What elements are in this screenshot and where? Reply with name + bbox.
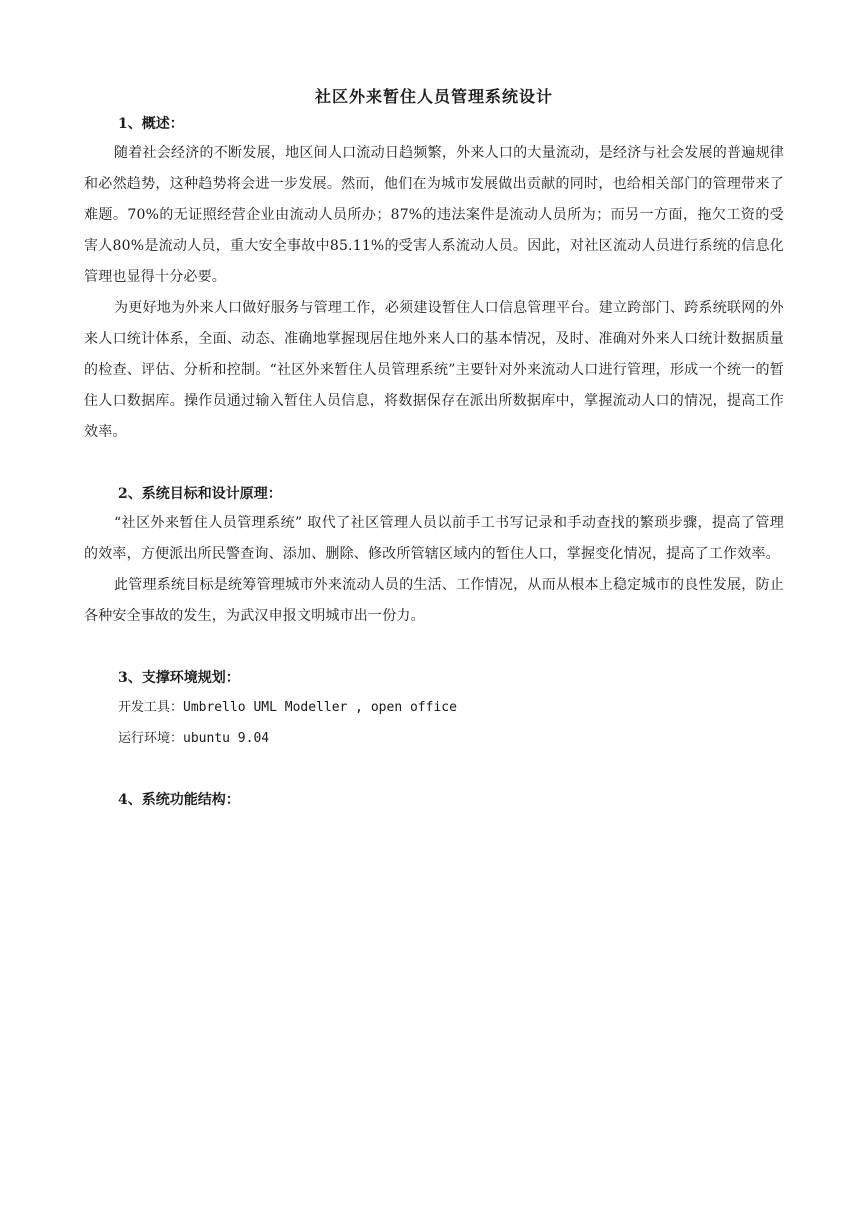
section-spacer [84, 448, 784, 480]
section-spacer [84, 632, 784, 664]
overview-paragraph-2: 为更好地为外来人口做好服务与管理工作，必须建设暂住人口信息管理平台。建立跨部门、跨系统联网的外来人口统计体系，全面、动态、准确地掌握现居住地外来人口的基本情况，及时、准确对外来人口统计数据质量的检查、评估、分析和控制。“社区外来暂住人员管理系统”主要针对外来流动人口进行管理，形成一个统一的暂住人口数据库。操作员通过输入暂住人员信息，将数据保存在派出所数据库中，掌握流动人口的情况，提高工作效率。 [84, 300, 784, 440]
section-heading-environment: 3、支撑环境规划： [118, 670, 240, 686]
goals-paragraph-2: 此管理系统目标是统筹管理城市外来流动人员的生活、工作情况，从而从根本上稳定城市的良性发展，防止各种安全事故的发生，为武汉申报文明城市出一份力。 [84, 577, 784, 624]
section-heading-goals: 2、系统目标和设计原理： [118, 486, 282, 502]
document-page [84, 84, 784, 814]
goals-paragraph-1: “社区外来暂住人员管理系统” 取代了社区管理人员以前手工书写记录和手动查找的繁琐步骤，提高了管理的效率，方便派出所民警查询、添加、删除、修改所管辖区域内的暂住人口，掌握变化情况，提高了工作效率。 [84, 515, 784, 562]
environment-runtime: 运行环境：ubuntu 9.04 [118, 731, 270, 746]
section-heading-overview: 1、概述： [118, 116, 184, 132]
overview-paragraph-1: 随着社会经济的不断发展，地区间人口流动日趋频繁，外来人口的大量流动，是经济与社会发展的普遍规律和必然趋势，这种趋势将会进一步发展。然而，他们在为城市发展做出贡献的同时，也给相关部门的管理带来了难题。70%的无证照经营企业由流动人员所办；87%的违法案件是流动人员所为；而另一方面，拖欠工资的受害人80%是流动人员，重大安全事故中85.11%的受害人系流动人员。因此，对社区流动人员进行系统的信息化管理也显得十分必要。 [84, 145, 784, 285]
section-heading-structure: 4、系统功能结构： [118, 792, 240, 808]
section-spacer [84, 754, 784, 786]
document-title: 社区外来暂住人员管理系统设计 [314, 87, 553, 106]
environment-dev-tools: 开发工具：Umbrello UML Modeller , open office [118, 700, 457, 715]
